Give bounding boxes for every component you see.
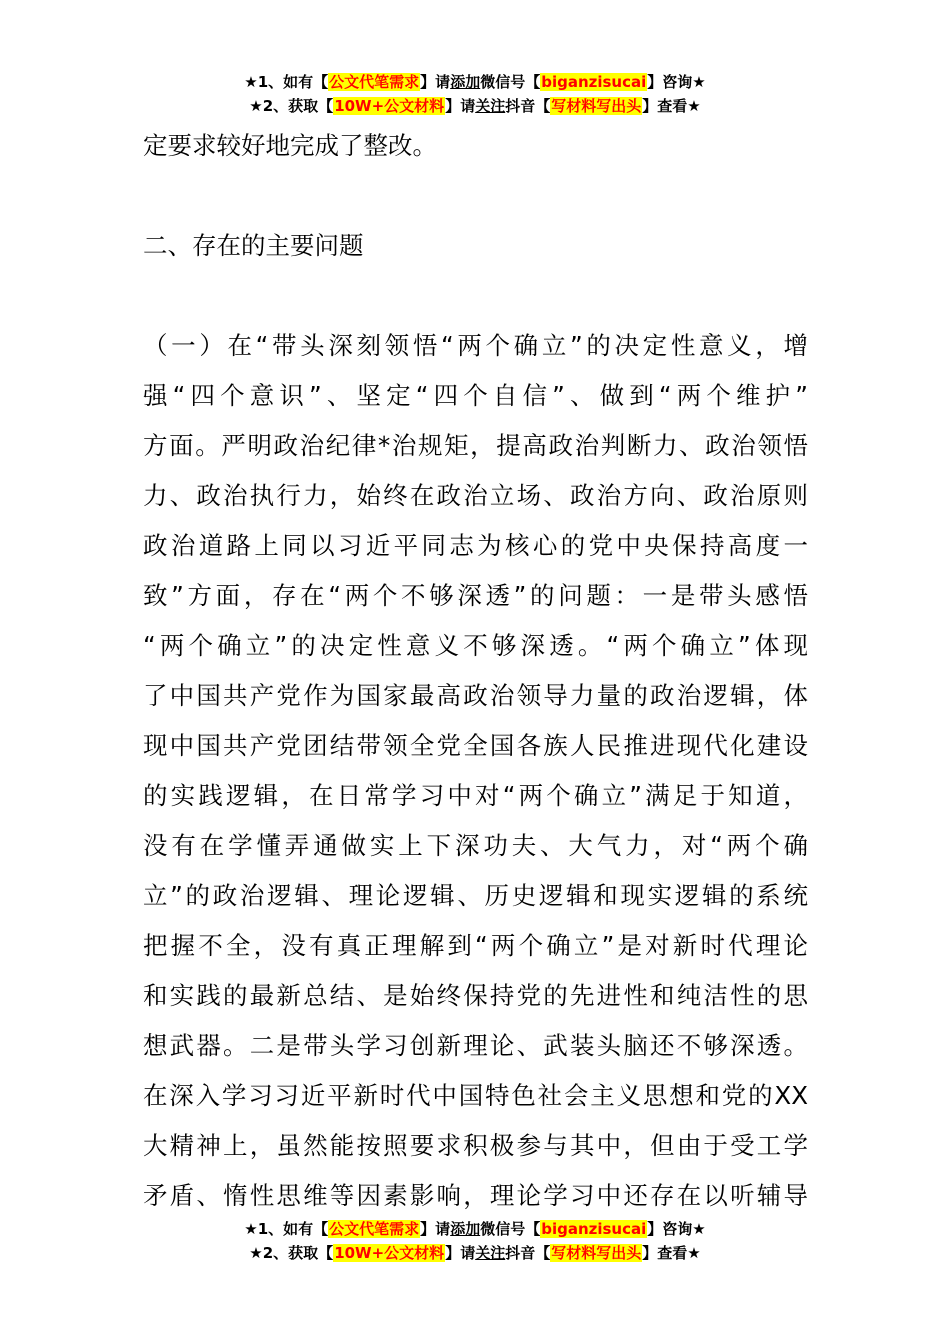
promo-douyin-id: 写材料写出头 [551, 97, 642, 115]
promo-highlight: 公文代笔需求 [329, 1220, 420, 1238]
promo-wechat-id: biganzisucai [541, 1220, 647, 1238]
paragraph-line: （一）在“带头深刻领悟“两个确立”的决定性意义，增 [143, 331, 808, 360]
previous-paragraph-end: 定要求较好地完成了整改。 [143, 131, 437, 160]
paragraph-line: 立”的政治逻辑、理论逻辑、历史逻辑和现实逻辑的系统 [143, 881, 808, 910]
promo-line-2: ★2、获取【10W+公文材料】请关注抖音【写材料写出头】查看★ [249, 97, 701, 115]
promo-underline: 添加 [450, 1220, 481, 1238]
promo-douyin-id: 写材料写出头 [551, 1244, 642, 1262]
paragraph-line: 和实践的最新总结、是始终保持党的先进性和纯洁性的思 [143, 981, 808, 1010]
paragraph-line: 大精神上，虽然能按照要求积极参与其中，但由于受工学 [143, 1131, 808, 1160]
promo-highlight: 公文代笔需求 [329, 73, 420, 91]
paragraph-line: 强“四个意识”、坚定“四个自信”、做到“两个维护” [143, 381, 808, 410]
promo-highlight: 10W+公文材料 [334, 97, 445, 115]
paragraph-line: 想武器。二是带头学习创新理论、武装头脑还不够深透。 [143, 1031, 808, 1060]
promo-line-2: ★2、获取【10W+公文材料】请关注抖音【写材料写出头】查看★ [249, 1244, 701, 1262]
footer-promo-banner [0, 1217, 950, 1265]
promo-underline: 关注 [475, 1244, 506, 1262]
promo-highlight: 10W+公文材料 [334, 1244, 445, 1262]
promo-wechat-id: biganzisucai [541, 73, 647, 91]
paragraph-line: 政治道路上同以习近平同志为核心的党中央保持高度一 [143, 531, 808, 560]
paragraph-line: “两个确立”的决定性意义不够深透。“两个确立”体现 [143, 631, 808, 660]
promo-underline: 关注 [475, 97, 506, 115]
paragraph-line: 方面。严明政治纪律*治规矩，提高政治判断力、政治领悟 [143, 431, 808, 460]
paragraph-line: 矛盾、惰性思维等因素影响，理论学习中还存在以听辅导 [143, 1181, 808, 1210]
promo-line-1: ★1、如有【公文代笔需求】请添加微信号【biganzisucai】咨询★ [244, 73, 706, 91]
header-promo-banner [0, 70, 950, 118]
body-paragraph [143, 321, 808, 1221]
paragraph-line: 了中国共产党作为国家最高政治领导力量的政治逻辑，体 [143, 681, 808, 710]
paragraph-line: 没有在学懂弄通做实上下深功夫、大气力，对“两个确 [143, 831, 808, 860]
paragraph-line: 在深入学习习近平新时代中国特色社会主义思想和党的XX [143, 1081, 808, 1110]
section-heading: 二、存在的主要问题 [143, 231, 364, 260]
paragraph-line: 力、政治执行力，始终在政治立场、政治方向、政治原则 [143, 481, 808, 510]
paragraph-line: 把握不全，没有真正理解到“两个确立”是对新时代理论 [143, 931, 808, 960]
paragraph-line: 的实践逻辑，在日常学习中对“两个确立”满足于知道， [143, 781, 808, 810]
promo-line-1: ★1、如有【公文代笔需求】请添加微信号【biganzisucai】咨询★ [244, 1220, 706, 1238]
paragraph-line: 现中国共产党团结带领全党全国各族人民推进现代化建设 [143, 731, 808, 760]
paragraph-line: 致”方面，存在“两个不够深透”的问题：一是带头感悟 [143, 581, 808, 610]
promo-underline: 添加 [450, 73, 481, 91]
